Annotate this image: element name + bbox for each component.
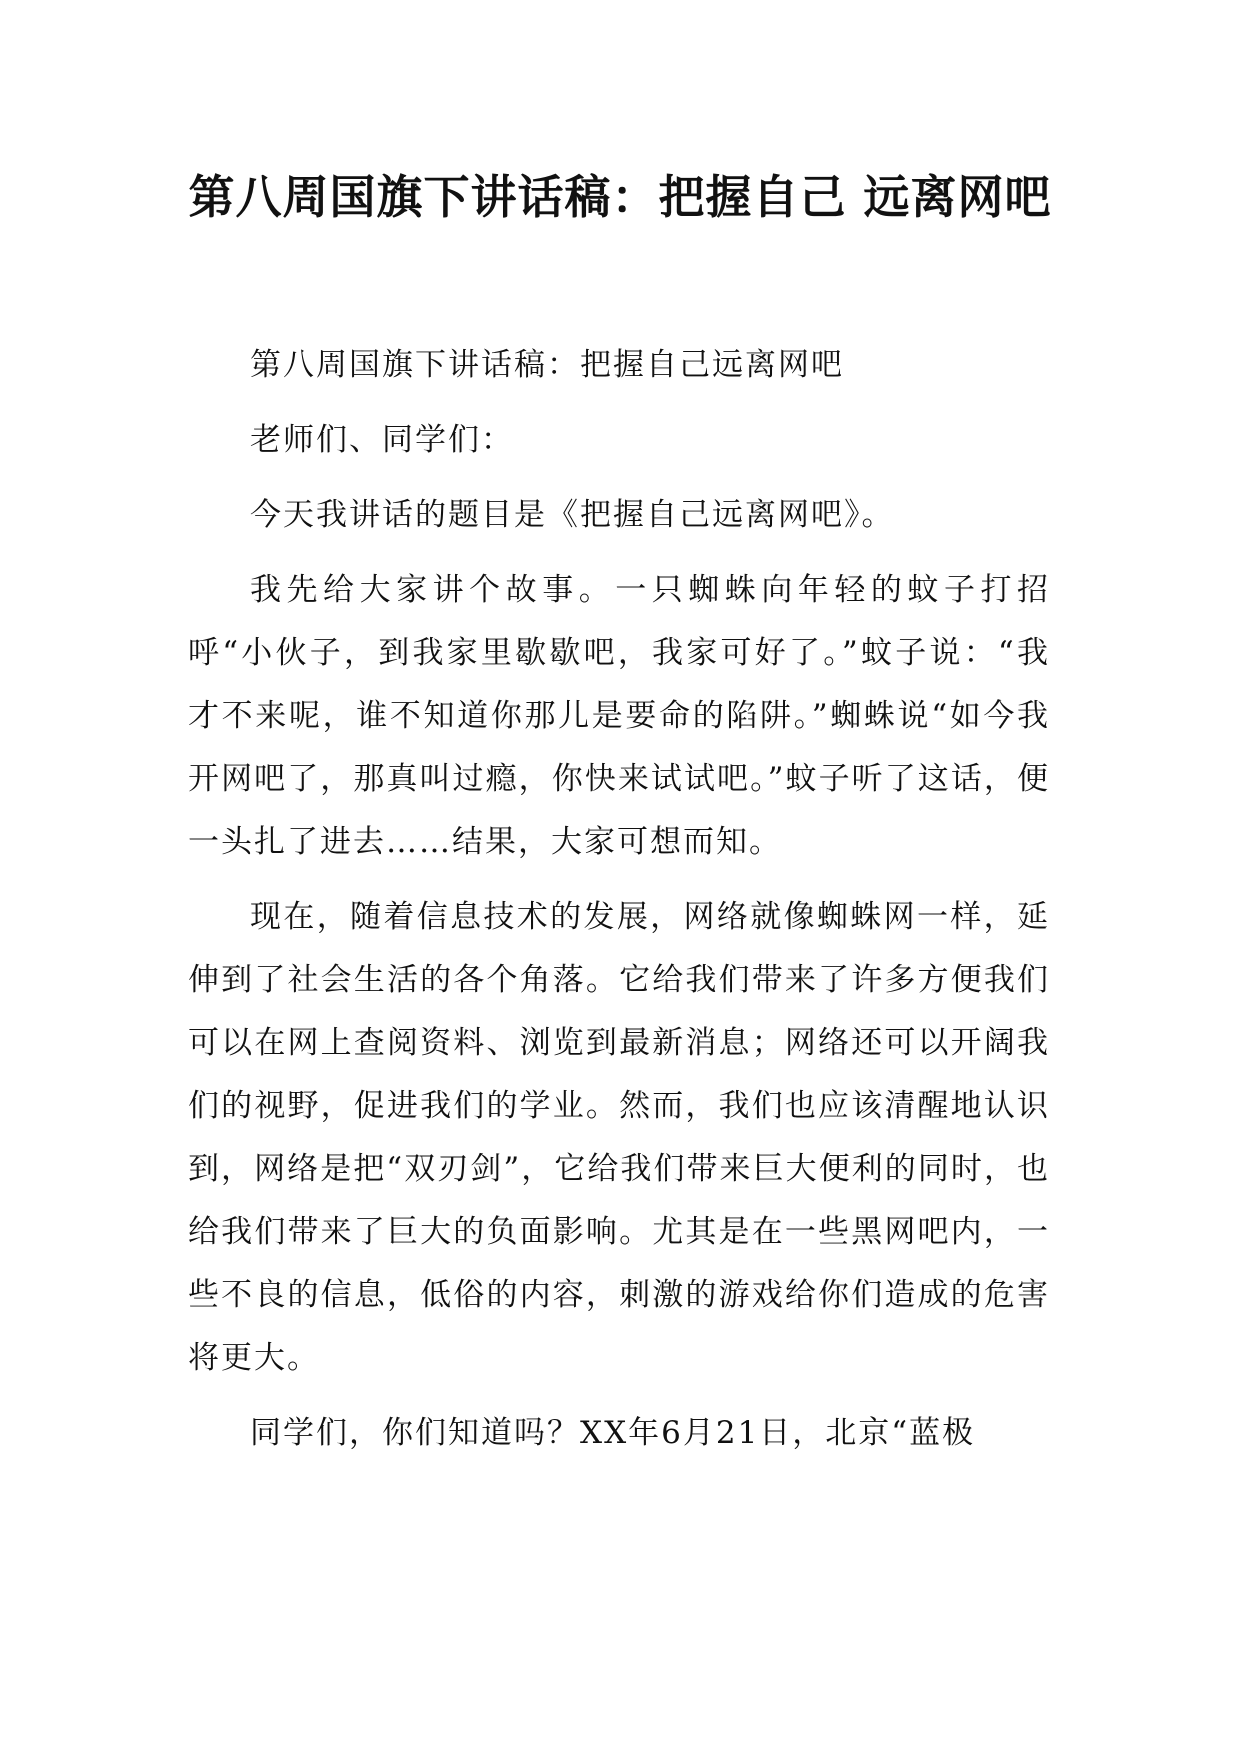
paragraph-topic: 今天我讲话的题目是《把握自己远离网吧》。	[250, 497, 895, 533]
document-title: 第八周国旗下讲话稿：把握自己 远离网吧	[188, 170, 1052, 224]
paragraph-subtitle: 第八周国旗下讲话稿：把握自己远离网吧	[250, 347, 844, 383]
paragraph-network: 现在，随着信息技术的发展，网络就像蜘蛛网一样，延伸到了社会生活的各个角落。它给我们带来了许多方便我们可以在网上查阅资料、浏览到最新消息；网络还可以开阔我们的视野，促进我们的学业。然而，我们也应该清醒地认识到，网络是把“双刃剑”，它给我们带来巨大便利的同时，也给我们带来了巨大的负面影响。尤其是在一些黑网吧内，一些不良的信息，低俗的内容，刺激的游戏给你们造成的危害将更大。	[188, 899, 1050, 1376]
paragraph-story: 我先给大家讲个故事。一只蜘蛛向年轻的蚊子打招呼“小伙子，到我家里歇歇吧，我家可好了。”蚊子说：“我才不来呢，谁不知道你那儿是要命的陷阱。”蜘蛛说“如今我开网吧了，那真叫过瘾，你快来试试吧。”蚊子听了这话，便一头扎了进去……结果，大家可想而知。	[188, 572, 1050, 860]
paragraph-event: 同学们，你们知道吗？XX年6月21日，北京“蓝极	[250, 1415, 976, 1451]
paragraph-greeting: 老师们、同学们：	[250, 422, 514, 458]
document-body	[188, 334, 1050, 1477]
